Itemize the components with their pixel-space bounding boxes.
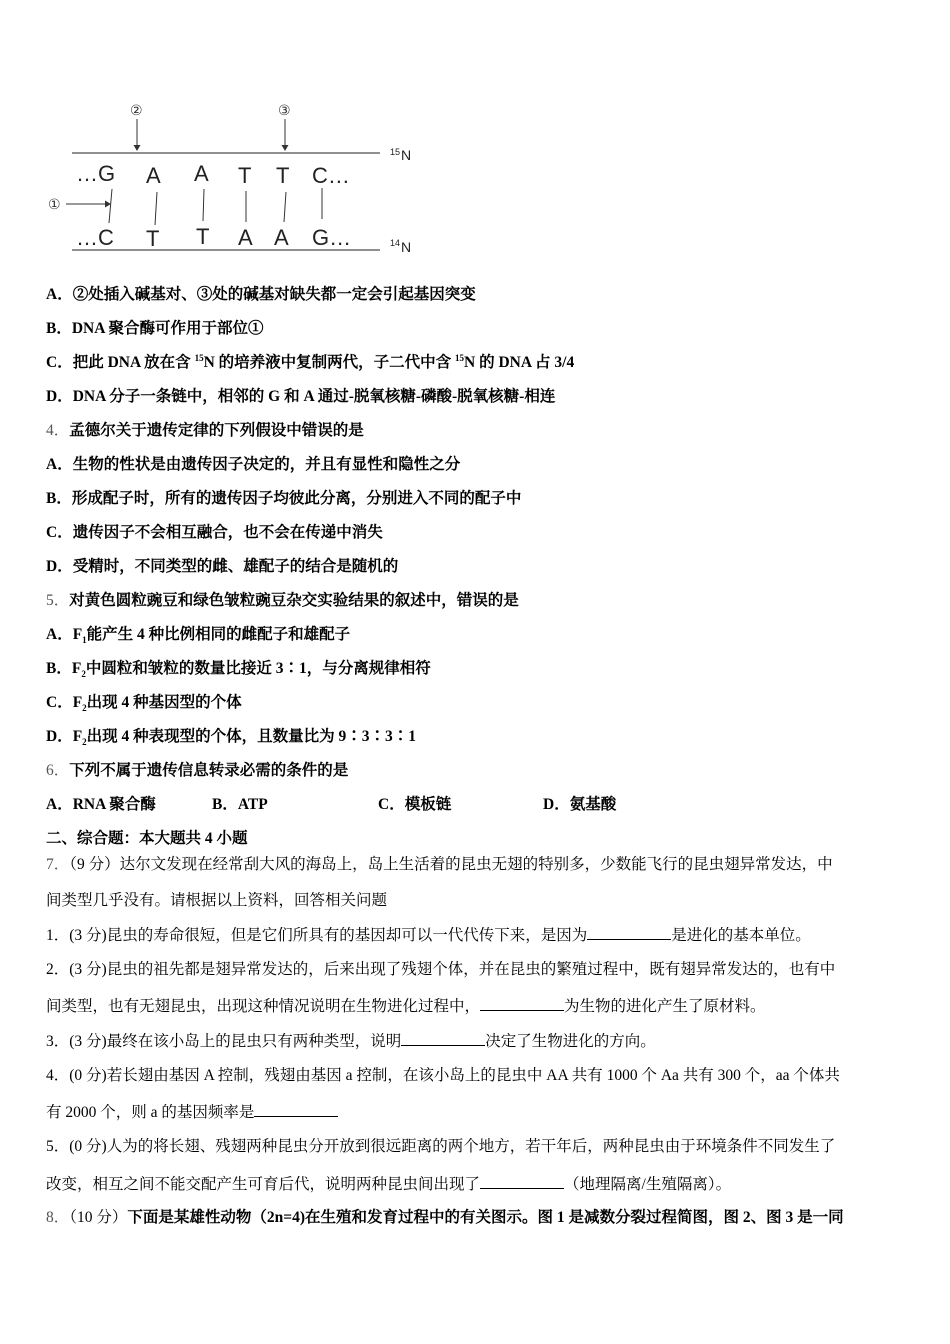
q4-stem: 4．孟德尔关于遗传定律的下列假设中错误的是: [46, 422, 364, 439]
q6-option-d: D．氨基酸: [543, 796, 617, 813]
top-base: A: [146, 163, 161, 188]
top-base: C…: [312, 163, 350, 188]
answer-blank[interactable]: [480, 1174, 564, 1189]
isotope-top-symbol: N: [401, 147, 412, 163]
q4-option-b: B．形成配子时，所有的遗传因子均彼此分离，分别进入不同的配子中: [46, 490, 522, 507]
q6-option-a: A．RNA 聚合酶: [46, 796, 156, 813]
q5-option-c: C．$F_2$出现 4 种基因型的个体: [46, 694, 242, 714]
q7-sub2-line1: 2．(3 分)昆虫的祖先都是翅异常发达的，后来出现了残翅个体，并在昆虫的繁殖过程中，既有翅异常发达的，也有中: [46, 961, 836, 978]
q3-option-b: B．DNA 聚合酶可作用于部位①: [46, 320, 264, 337]
bottom-base: T: [196, 224, 210, 249]
base-pair-bond: [203, 189, 204, 221]
site-1-label: ①: [48, 196, 61, 212]
answer-blank[interactable]: [480, 996, 564, 1011]
isotope-top-mass: 15: [390, 147, 401, 157]
base-pair-bond: [284, 192, 286, 222]
q4-option-c: C．遗传因子不会相互融合，也不会在传递中消失: [46, 524, 383, 541]
q8-stem: 8．（10 分）下面是某雄性动物（2n=4)在生殖和发育过程中的有关图示。图 1 是减数分裂过程简图，图 2、图 3 是一同: [46, 1209, 844, 1226]
base-pair-bond: [155, 192, 157, 225]
top-base: T: [276, 163, 290, 188]
section-2-title: 二、综合题：本大题共 4 小题: [46, 830, 248, 847]
q5-option-d: D．$F_2$出现 4 种表现型的个体，且数量比为 9∶3∶3∶1: [46, 728, 417, 748]
site-2-label: ②: [130, 102, 143, 118]
q7-intro-line1: 7．（9 分）达尔文发现在经常刮大风的海岛上，岛上生活着的昆虫无翅的特别多，少数能飞行的昆虫翅异常发达，中: [46, 856, 833, 873]
bottom-base: A: [274, 225, 289, 250]
q5-option-a: A．$F_1$能产生 4 种比例相同的雌配子和雄配子: [46, 626, 351, 646]
q7-sub5-line2: 改变，相互之间不能交配产生可育后代，说明两种昆虫间出现了 （地理隔离/生殖隔离）。: [46, 1176, 732, 1193]
q5-option-b: B．$F_2$中圆粒和皱粒的数量比接近 3∶1，与分离规律相符: [46, 660, 431, 680]
q7-sub5-line1: 5．(0 分)人为的将长翅、残翅两种昆虫分开放到很远距离的两个地方，若干年后，两种昆虫由于环境条件不同发生了: [46, 1138, 836, 1155]
answer-blank[interactable]: [254, 1102, 338, 1117]
base-pair-bond: [109, 189, 112, 223]
bottom-base: …C: [76, 225, 114, 250]
q4-option-a: A．生物的性状是由遗传因子决定的，并且有显性和隐性之分: [46, 456, 461, 473]
q7-sub3: 3．(3 分)最终在该小岛上的昆虫只有两种类型，说明 决定了生物进化的方向。: [46, 1033, 656, 1050]
top-base: …G: [76, 161, 116, 186]
answer-blank[interactable]: [401, 1031, 485, 1046]
site-2-arrowhead: [134, 145, 141, 151]
answer-blank[interactable]: [587, 925, 671, 940]
q3-option-d: D．DNA 分子一条链中，相邻的 G 和 A 通过-脱氧核糖-磷酸-脱氧核糖-相连: [46, 388, 556, 405]
bottom-base: G…: [312, 225, 352, 250]
isotope-bottom-symbol: N: [401, 239, 412, 255]
q7-sub4-line1: 4．(0 分)若长翅由基因 A 控制，残翅由基因 a 控制，在该小岛上的昆虫中 AA 共有 1000 个 Aa 共有 300 个，aa 个体共: [46, 1067, 840, 1084]
q7-intro-line2: 间类型几乎没有。请根据以上资料，回答相关问题: [46, 892, 388, 909]
top-base: T: [238, 163, 252, 188]
q5-stem: 5．对黄色圆粒豌豆和绿色皱粒豌豆杂交实验结果的叙述中，错误的是: [46, 592, 519, 609]
isotope-bottom-mass: 14: [390, 238, 401, 248]
bottom-base: A: [238, 225, 253, 250]
bottom-base: T: [146, 226, 160, 251]
q7-sub4-line2: 有 2000 个，则 a 的基因频率是: [46, 1102, 338, 1123]
q3-option-a: A．②处插入碱基对、③处的碱基对缺失都一定会引起基因突变: [46, 286, 476, 303]
site-3-label: ③: [278, 102, 291, 118]
q3-option-c: C．把此 DNA 放在含 $^{15}$N 的培养液中复制两代，子二代中含 $^{15}$N 的 DNA 占 3/4: [46, 352, 575, 371]
top-base: A: [194, 161, 209, 186]
q6-option-c: C．模板链: [378, 796, 452, 813]
q6-stem: 6．下列不属于遗传信息转录必需的条件的是: [46, 762, 349, 779]
q6-option-b: B．ATP: [212, 796, 268, 813]
dna-diagram: [40, 95, 430, 260]
q4-option-d: D．受精时，不同类型的雌、雄配子的结合是随机的: [46, 558, 399, 575]
q7-sub2-line2: 间类型，也有无翅昆虫，出现这种情况说明在生物进化过程中， 为生物的进化产生了原材料。: [46, 998, 766, 1015]
q7-sub1: 1．(3 分)昆虫的寿命很短，但是它们所具有的基因却可以一代代传下来，是因为 是进化的基本单位。: [46, 927, 811, 944]
site-3-arrowhead: [282, 145, 289, 151]
